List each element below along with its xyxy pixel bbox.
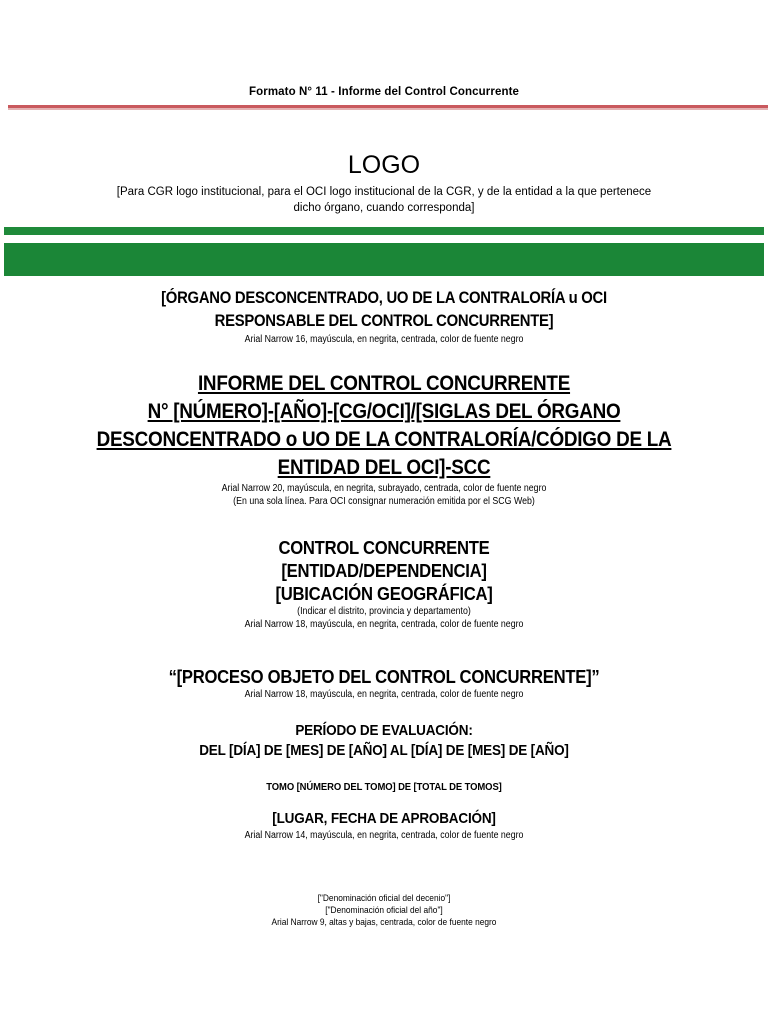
control-indication: (Indicar el distrito, provincia y departamento): [297, 606, 471, 617]
organo-line-2: RESPONSABLE DEL CONTROL CONCURRENTE]: [214, 312, 554, 330]
denominacion-format-note: Arial Narrow 9, altas y bajas, centrada, color de fuente negro: [271, 917, 497, 928]
control-line-2: [ENTIDAD/DEPENDENCIA]: [281, 560, 487, 581]
logo-note-line-1: [Para CGR logo institucional, para el OCI logo institucional de la CGR, y de la entidad a la que pertenece: [116, 186, 652, 198]
logo-note-line-2: dicho órgano, cuando corresponda]: [293, 202, 475, 214]
control-format-note: Arial Narrow 18, mayúscula, en negrita, centrada, color de fuente negro: [244, 619, 524, 630]
periodo-block: [0, 721, 768, 761]
informe-line-3: DESCONCENTRADO o UO DE LA CONTRALORÍA/CÓDIGO DE LA: [96, 428, 672, 451]
format-title: Formato N° 11 - Informe del Control Concurrente: [249, 86, 519, 98]
control-line-3: [UBICACIÓN GEOGRÁFICA]: [275, 583, 493, 604]
informe-line-4: ENTIDAD DEL OCI]-SCC: [277, 456, 491, 479]
logo-placeholder: LOGO: [347, 151, 421, 179]
lugar-block: [0, 809, 768, 842]
organo-format-note: Arial Narrow 16, mayúscula, en negrita, centrada, color de fuente negro: [244, 334, 524, 345]
proceso-block: [0, 665, 768, 701]
proceso-line: “[PROCESO OBJETO DEL CONTROL CONCURRENTE]”: [168, 666, 600, 687]
green-banner: [4, 243, 764, 276]
informe-extra-note: (En una sola línea. Para OCI consignar numeración emitida por el SCG Web): [233, 496, 535, 507]
lugar-line: [LUGAR, FECHA DE APROBACIÓN]: [272, 810, 496, 827]
tomo-block: [0, 780, 768, 794]
organo-line-1: [ÓRGANO DESCONCENTRADO, UO DE LA CONTRALORÍA u OCI: [161, 289, 607, 307]
header-rule-shadow: [8, 108, 768, 110]
proceso-format-note: Arial Narrow 18, mayúscula, en negrita, centrada, color de fuente negro: [244, 689, 524, 700]
informe-block: [0, 370, 768, 508]
informe-line-1: INFORME DEL CONTROL CONCURRENTE: [197, 372, 571, 395]
denominacion-anio: ["Denominación oficial del año"]: [325, 905, 443, 916]
green-thin-bar: [4, 227, 764, 235]
control-block: [0, 536, 768, 631]
periodo-line-2: DEL [DÍA] DE [MES] DE [AÑO] AL [DÍA] DE [MES] DE [AÑO]: [199, 742, 569, 759]
informe-format-note: Arial Narrow 20, mayúscula, en negrita, subrayado, centrada, color de fuente negro: [221, 483, 547, 494]
lugar-format-note: Arial Narrow 14, mayúscula, en negrita, centrada, color de fuente negro: [244, 830, 524, 841]
control-line-1: CONTROL CONCURRENTE: [278, 537, 490, 558]
tomo-line: TOMO [NÚMERO DEL TOMO] DE [TOTAL DE TOMOS]: [266, 781, 502, 793]
informe-line-2: N° [NÚMERO]-[AÑO]-[CG/OCI]/[SIGLAS DEL ÓRGANO: [147, 400, 621, 423]
denominacion-block: [0, 893, 768, 929]
organo-block: [0, 287, 768, 346]
periodo-line-1: PERÍODO DE EVALUACIÓN:: [295, 722, 473, 739]
logo-note: [100, 184, 668, 216]
denominacion-decenio: ["Denominación oficial del decenio"]: [317, 893, 451, 904]
